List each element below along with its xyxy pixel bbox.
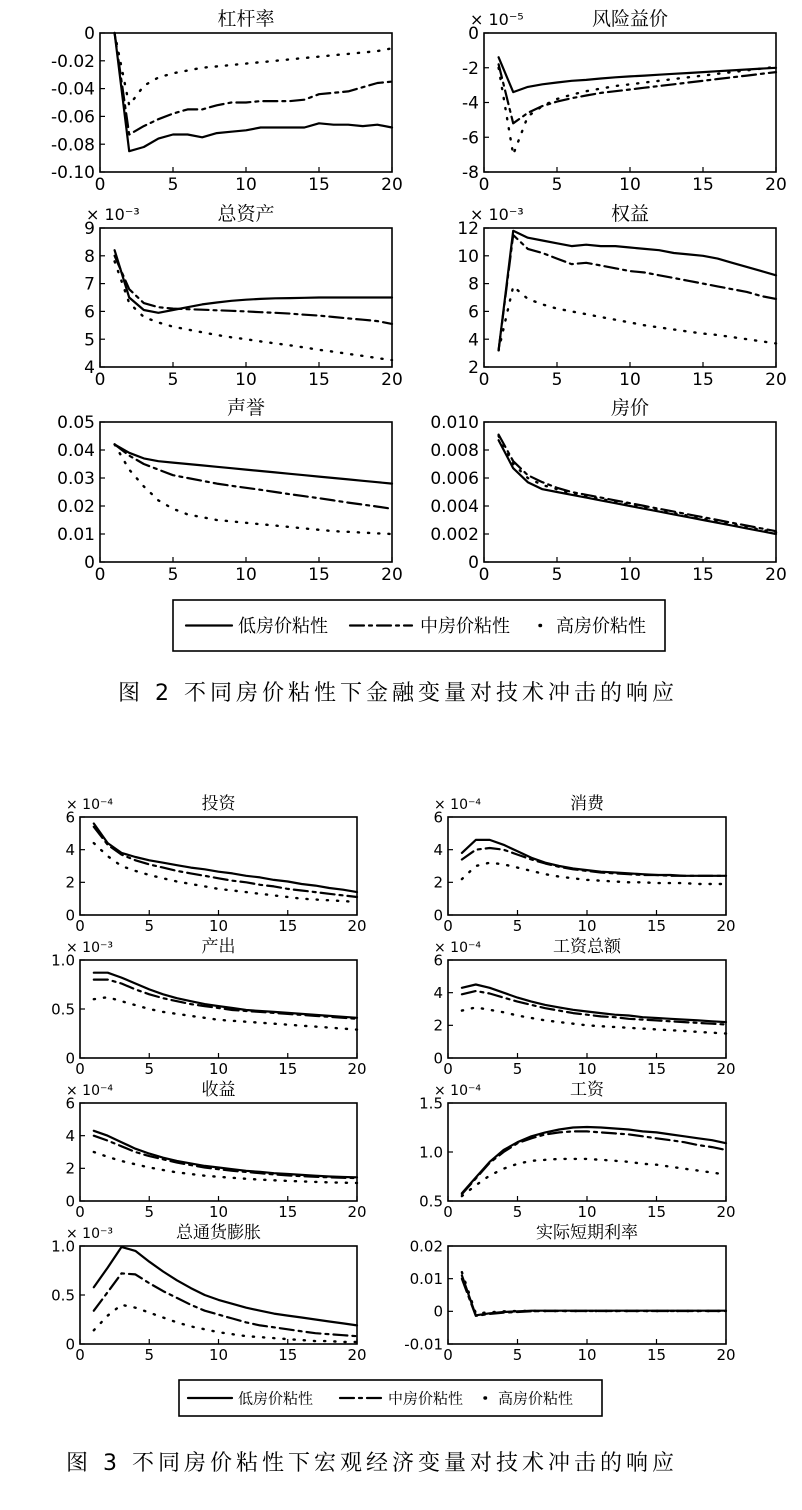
y-tick-label: 5: [84, 330, 95, 351]
y-tick-label: 6: [433, 808, 443, 827]
series-line-high: [499, 286, 776, 350]
x-tick-label: 20: [381, 175, 403, 195]
y-tick-label: 1.0: [419, 1143, 443, 1162]
y-tick-label: -0.04: [51, 79, 95, 100]
series-line-mid: [115, 444, 392, 508]
y-tick-label: -4: [462, 93, 479, 114]
y-tick-label: 0: [468, 553, 479, 574]
x-tick-label: 20: [347, 1060, 367, 1078]
x-tick-label: 0: [75, 917, 85, 935]
y-tick-label: 0: [65, 1049, 75, 1068]
x-tick-label: 10: [577, 1346, 597, 1364]
x-tick-label: 0: [478, 565, 490, 585]
series-line-low: [115, 444, 392, 483]
chart-title: 工资总额: [553, 937, 621, 957]
x-tick-label: 0: [478, 175, 490, 195]
series-line-high: [94, 997, 357, 1029]
series-line-low: [115, 33, 392, 151]
x-tick-label: 20: [716, 1346, 736, 1364]
series-line-high: [462, 863, 726, 884]
series-line-low: [462, 1127, 726, 1193]
x-tick-label: 20: [381, 370, 403, 390]
y-tick-label: 6: [468, 302, 479, 323]
plot-frame: [80, 817, 357, 915]
x-tick-label: 5: [551, 370, 563, 390]
x-tick-label: 15: [278, 1203, 298, 1221]
chart-panel-2: [462, 8, 787, 195]
x-tick-label: 0: [443, 1060, 453, 1078]
series-line-mid: [115, 33, 392, 135]
axis-scale-label: × 10⁻⁴: [66, 1083, 113, 1099]
legend-label-mid: 中房价粘性: [420, 615, 510, 637]
y-tick-label: 0.02: [409, 1237, 443, 1256]
chart-title: 杠杆率: [217, 8, 275, 30]
x-tick-label: 5: [144, 1060, 155, 1078]
y-tick-label: 0.04: [57, 441, 95, 462]
figure-2-caption: 图 2 不同房价粘性下金融变量对技术冲击的响应: [118, 681, 678, 706]
figure-2-legend: [173, 600, 665, 651]
series-line-low: [462, 1275, 726, 1315]
plot-frame: [448, 1246, 726, 1344]
x-tick-label: 0: [94, 565, 106, 585]
axis-scale-label: × 10⁻⁴: [66, 797, 113, 813]
series-line-mid: [462, 1131, 726, 1194]
x-tick-label: 5: [512, 1346, 523, 1364]
plot-frame: [484, 422, 776, 562]
y-tick-label: 0: [468, 24, 479, 45]
axis-scale-label: × 10⁻³: [86, 205, 140, 224]
legend-label-low: 低房价粘性: [238, 1389, 314, 1408]
x-tick-label: 15: [278, 1060, 298, 1078]
y-tick-label: 0.010: [430, 413, 479, 434]
plot-frame: [448, 1103, 726, 1201]
y-tick-label: -0.02: [51, 51, 95, 72]
chart-title: 风险益价: [591, 8, 669, 30]
y-tick-label: 12: [457, 219, 479, 240]
y-tick-label: 0: [65, 1335, 75, 1354]
x-tick-label: 15: [308, 370, 330, 390]
y-tick-label: 0.5: [419, 1192, 443, 1211]
legend-label-high: 高房价粘性: [498, 1389, 574, 1408]
chart-title: 声誉: [226, 397, 266, 419]
y-tick-label: 0: [433, 1302, 443, 1321]
y-tick-label: 0.006: [430, 469, 479, 490]
series-line-high: [499, 436, 776, 533]
chart-panel-13: [51, 1223, 366, 1364]
x-tick-label: 10: [619, 370, 641, 390]
x-tick-label: 10: [208, 917, 229, 935]
series-line-high: [115, 33, 392, 105]
x-tick-label: 20: [765, 175, 787, 195]
y-tick-label: 0.02: [57, 497, 95, 518]
chart-title: 收益: [201, 1080, 236, 1100]
y-tick-label: -0.10: [51, 163, 95, 184]
y-tick-label: 6: [84, 302, 95, 323]
x-tick-label: 15: [692, 565, 714, 585]
figure-3-legend: [179, 1380, 602, 1416]
legend-label-high: 高房价粘性: [556, 615, 646, 637]
y-tick-label: -0.01: [404, 1335, 443, 1354]
chart-title: 房价: [610, 397, 650, 419]
series-line-mid: [499, 435, 776, 532]
x-tick-label: 20: [716, 1203, 736, 1221]
chart-panel-10: [433, 937, 735, 1078]
axis-scale-label: × 10⁻³: [66, 940, 113, 956]
x-tick-label: 10: [235, 370, 257, 390]
y-tick-label: 2: [65, 873, 75, 892]
y-tick-label: 8: [84, 246, 95, 267]
x-tick-label: 5: [144, 1346, 155, 1364]
x-tick-label: 0: [443, 917, 453, 935]
axis-scale-label: × 10⁻⁴: [434, 797, 481, 813]
y-tick-label: 6: [65, 1094, 75, 1113]
chart-panel-6: [430, 397, 786, 585]
series-line-low: [462, 840, 726, 876]
chart-title: 产出: [201, 937, 236, 957]
x-tick-label: 0: [478, 370, 490, 390]
x-tick-label: 0: [94, 370, 106, 390]
y-tick-label: 2: [468, 358, 479, 379]
plot-frame: [448, 817, 726, 915]
y-tick-label: 4: [433, 841, 443, 860]
y-tick-label: 0: [84, 24, 95, 45]
x-tick-label: 5: [167, 370, 179, 390]
plot-frame: [484, 33, 776, 172]
series-line-mid: [499, 64, 776, 123]
y-tick-label: 0.03: [57, 469, 95, 490]
x-tick-label: 15: [646, 1060, 667, 1078]
x-tick-label: 0: [94, 175, 106, 195]
y-tick-label: 0: [65, 906, 75, 925]
y-tick-label: 0.008: [430, 441, 479, 462]
chart-title: 总通货膨胀: [176, 1223, 261, 1243]
x-tick-label: 5: [144, 917, 155, 935]
x-tick-label: 10: [619, 565, 641, 585]
y-tick-label: 0: [84, 553, 95, 574]
series-line-mid: [94, 1273, 357, 1336]
y-tick-label: 1.0: [51, 951, 75, 970]
axis-scale-label: × 10⁻⁴: [434, 1083, 481, 1099]
chart-panel-5: [57, 397, 403, 585]
y-tick-label: 0: [433, 1049, 443, 1068]
x-tick-label: 20: [716, 1060, 736, 1078]
x-tick-label: 20: [347, 1203, 367, 1221]
x-tick-label: 20: [765, 370, 787, 390]
y-tick-label: -6: [462, 128, 479, 149]
y-tick-label: 2: [433, 873, 443, 892]
series-line-low: [499, 440, 776, 534]
y-tick-label: 7: [84, 274, 95, 295]
x-tick-label: 20: [381, 565, 403, 585]
chart-panel-3: [84, 203, 403, 390]
y-tick-label: -0.08: [51, 135, 95, 156]
series-line-low: [499, 57, 776, 92]
x-tick-label: 5: [167, 565, 179, 585]
legend-label-mid: 中房价粘性: [388, 1389, 464, 1408]
series-line-high: [462, 1159, 726, 1196]
x-tick-label: 0: [75, 1060, 85, 1078]
x-tick-label: 10: [208, 1203, 229, 1221]
y-tick-label: 0.5: [51, 1000, 75, 1019]
axis-scale-label: × 10⁻⁴: [434, 940, 481, 956]
chart-panel-11: [65, 1080, 366, 1221]
y-tick-label: 0.05: [57, 413, 95, 434]
x-tick-label: 15: [692, 175, 714, 195]
series-line-mid: [115, 256, 392, 324]
y-tick-label: 6: [433, 951, 443, 970]
x-tick-label: 10: [577, 1060, 597, 1078]
chart-title: 工资: [570, 1080, 604, 1100]
y-tick-label: 0: [433, 906, 443, 925]
y-tick-label: 4: [468, 330, 479, 351]
x-tick-label: 0: [75, 1203, 85, 1221]
y-tick-label: 6: [65, 808, 75, 827]
y-tick-label: 0.01: [409, 1270, 443, 1289]
x-tick-label: 0: [443, 1203, 453, 1221]
x-tick-label: 20: [716, 917, 736, 935]
x-tick-label: 15: [646, 917, 667, 935]
series-line-mid: [94, 980, 357, 1019]
y-tick-label: -0.06: [51, 107, 95, 128]
axis-scale-label: × 10⁻³: [470, 205, 524, 224]
chart-title: 投资: [201, 794, 236, 814]
x-tick-label: 20: [347, 917, 367, 935]
chart-panel-8: [433, 794, 735, 935]
y-tick-label: 1.0: [51, 1237, 75, 1256]
x-tick-label: 5: [512, 1203, 523, 1221]
y-tick-label: 1.5: [419, 1094, 443, 1113]
x-tick-label: 15: [308, 175, 330, 195]
x-tick-label: 10: [235, 175, 257, 195]
series-line-mid: [499, 235, 776, 350]
plot-frame: [80, 1246, 357, 1344]
figure-3-caption: 图 3 不同房价粘性下宏观经济变量对技术冲击的响应: [66, 1451, 678, 1476]
plot-frame: [100, 422, 392, 562]
series-line-low: [115, 250, 392, 313]
x-tick-label: 5: [144, 1203, 155, 1221]
x-tick-label: 0: [75, 1346, 85, 1364]
x-tick-label: 10: [577, 1203, 597, 1221]
y-tick-label: 8: [468, 274, 479, 295]
series-line-low: [94, 824, 357, 893]
chart-panel-4: [457, 203, 786, 390]
axis-scale-label: × 10⁻³: [66, 1226, 113, 1242]
chart-title: 消费: [570, 794, 604, 814]
x-tick-label: 20: [765, 565, 787, 585]
x-tick-label: 10: [619, 175, 641, 195]
y-tick-label: 0.002: [430, 525, 479, 546]
y-tick-label: 10: [457, 246, 479, 267]
y-tick-label: 0.004: [430, 497, 479, 518]
series-line-low: [94, 973, 357, 1018]
x-tick-label: 0: [443, 1346, 453, 1364]
y-tick-label: 0: [65, 1192, 75, 1211]
x-tick-label: 5: [551, 175, 563, 195]
y-tick-label: 0.01: [57, 525, 95, 546]
series-line-high: [462, 1272, 726, 1313]
chart-panel-9: [51, 937, 366, 1078]
x-tick-label: 5: [551, 565, 563, 585]
x-tick-label: 5: [512, 917, 523, 935]
y-tick-label: 2: [65, 1159, 75, 1178]
series-line-mid: [462, 848, 726, 876]
plot-frame: [80, 1103, 357, 1201]
chart-panel-7: [65, 793, 366, 935]
chart-title: 实际短期利率: [536, 1223, 638, 1243]
chart-title: 总资产: [217, 203, 275, 225]
x-tick-label: 10: [208, 1346, 229, 1364]
x-tick-label: 10: [235, 565, 257, 585]
x-tick-label: 5: [512, 1060, 523, 1078]
plot-frame: [448, 960, 726, 1058]
legend-label-low: 低房价粘性: [238, 615, 328, 637]
chart-title: 权益: [610, 203, 650, 225]
x-tick-label: 15: [308, 565, 330, 585]
x-tick-label: 15: [646, 1203, 667, 1221]
x-tick-label: 5: [167, 175, 179, 195]
y-tick-label: 0.5: [51, 1286, 75, 1305]
y-tick-label: 2: [433, 1016, 443, 1035]
y-tick-label: 9: [84, 219, 95, 240]
series-line-high: [94, 1305, 357, 1342]
axis-scale-label: × 10⁻⁵: [470, 10, 524, 29]
x-tick-label: 10: [208, 1060, 229, 1078]
x-tick-label: 10: [577, 917, 597, 935]
chart-panel-12: [419, 1080, 735, 1221]
y-tick-label: -8: [462, 163, 479, 184]
y-tick-label: 4: [433, 984, 443, 1003]
chart-panel-14: [404, 1223, 735, 1364]
x-tick-label: 15: [646, 1346, 667, 1364]
y-tick-label: 4: [65, 1127, 75, 1146]
series-line-low: [499, 231, 776, 350]
y-tick-label: 4: [65, 841, 75, 860]
x-tick-label: 15: [692, 370, 714, 390]
series-line-high: [499, 67, 776, 155]
y-tick-label: 4: [84, 358, 95, 379]
x-tick-label: 15: [278, 1346, 298, 1364]
series-line-mid: [94, 1136, 357, 1178]
x-tick-label: 20: [347, 1346, 367, 1364]
y-tick-label: -2: [462, 58, 479, 79]
series-line-low: [94, 1247, 357, 1325]
x-tick-label: 15: [278, 917, 298, 935]
chart-panel-1: [51, 8, 403, 195]
